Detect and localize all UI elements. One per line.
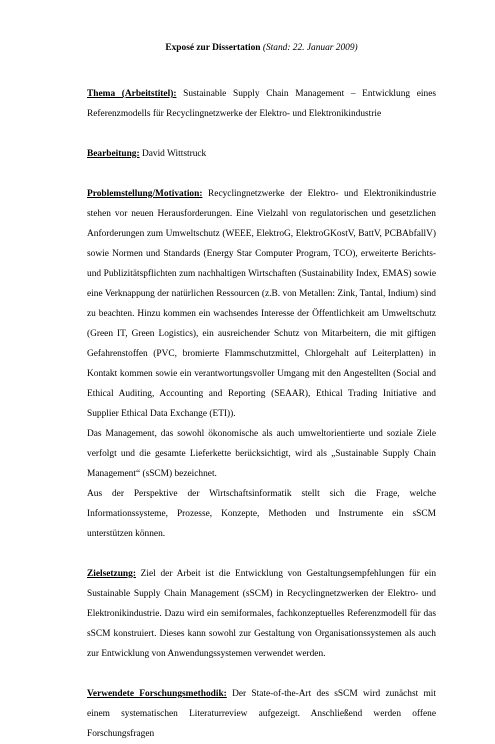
zielsetzung-text: Ziel der Arbeit ist die Entwicklung von Gestaltungsempfehlungen für ein Sustainable Supply Chain Management (sSCM) in Recyclingnetzwerken der Elektro- und Elektronikindustrie. Dazu wird ein semiformales, fachkonzeptuelles Referenzmodell für das sSCM konstruiert. Dieses kann sowohl zur Gestaltung von Organisationssystemen als auch zur Entwicklung von Anwendungssystemen verwendet werden. bbox=[87, 569, 437, 659]
document-title bbox=[87, 42, 436, 55]
section-problemstellung bbox=[87, 184, 436, 544]
title-main: Exposé zur Dissertation bbox=[165, 43, 261, 53]
problemstellung-label: Problemstellung/Motivation: bbox=[87, 189, 203, 199]
thema-text: Sustainable Supply Chain Management – Entwicklung eines Referenzmodells für Recyclingnetzwerke der Elektro- und Elektronikindustrie bbox=[87, 89, 437, 119]
section-zielsetzung bbox=[87, 564, 436, 664]
section-methodik bbox=[87, 684, 436, 744]
problemstellung-paragraph-3: Aus der Perspektive der Wirtschaftsinformatik stellt sich die Frage, welche Informationssysteme, Prozesse, Konzepte, Methoden und Instrumente ein sSCM unterstützen können. bbox=[87, 489, 436, 539]
title-date: (Stand: 22. Januar 2009) bbox=[262, 43, 358, 53]
methodik-label: Verwendete Forschungsmethodik: bbox=[87, 689, 227, 699]
problemstellung-paragraph-2: Das Management, das sowohl ökonomische als auch umweltorientierte und soziale Ziele verfolgt und die gesamte Lieferkette berücksichtigt, wird als „Sustainable Supply Chain Management“ (sSCM) bezeichnet. bbox=[87, 429, 436, 479]
section-thema bbox=[87, 84, 436, 124]
methodik-text: Der State-of-the-Art des sSCM wird zunächst mit einem systematischen Literaturreview aufgezeigt. Anschließend werden offene Forschungsfragen bbox=[87, 689, 437, 739]
problemstellung-text-1: Recyclingnetzwerke der Elektro- und Elektronikindustrie stehen vor neuen Herausforderungen. Eine Vielzahl von regulatorischen und gesetzlichen Anforderungen zum Umweltschutz (WEEE, ElektroG, ElektroGKostV, BattV, PCBAbfallV) sowie Normen und Standards (Energy Star Computer Program, TCO), erweiterte Berichts- und Publizitätspflichten zum nachhaltigen Wirtschaften (Sustainability Index, EMAS) sowie eine Verknappung der natürlichen Ressourcen (z.B. von Metallen: Zink, Tantal, Indium) sind zu beachten. Hinzu kommen ein wachsendes Interesse der Öffentlichkeit am Umweltschutz (Green IT, Green Logistics), ein ausreichender Schutz von Mitarbeitern, die mit giftigen Gefahrenstoffen (PVC, bromierte Flammschutzmittel, Chlorgehalt auf Leiterplatten) in Kontakt kommen sowie ein verantwortungsvoller Umgang mit den Angestellten (Social and Ethical Auditing, Accounting and Reporting (SEAAR), Ethical Trading Initiative and Supplier Ethical Data Exchange (ETI)). bbox=[87, 189, 436, 419]
bearbeitung-text: David Wittstruck bbox=[141, 149, 207, 159]
thema-label: Thema (Arbeitstitel): bbox=[87, 89, 177, 99]
section-bearbeitung bbox=[87, 144, 436, 164]
bearbeitung-label: Bearbeitung: bbox=[87, 149, 140, 159]
problemstellung-paragraph-1 bbox=[87, 184, 436, 424]
zielsetzung-label: Zielsetzung: bbox=[87, 569, 136, 579]
